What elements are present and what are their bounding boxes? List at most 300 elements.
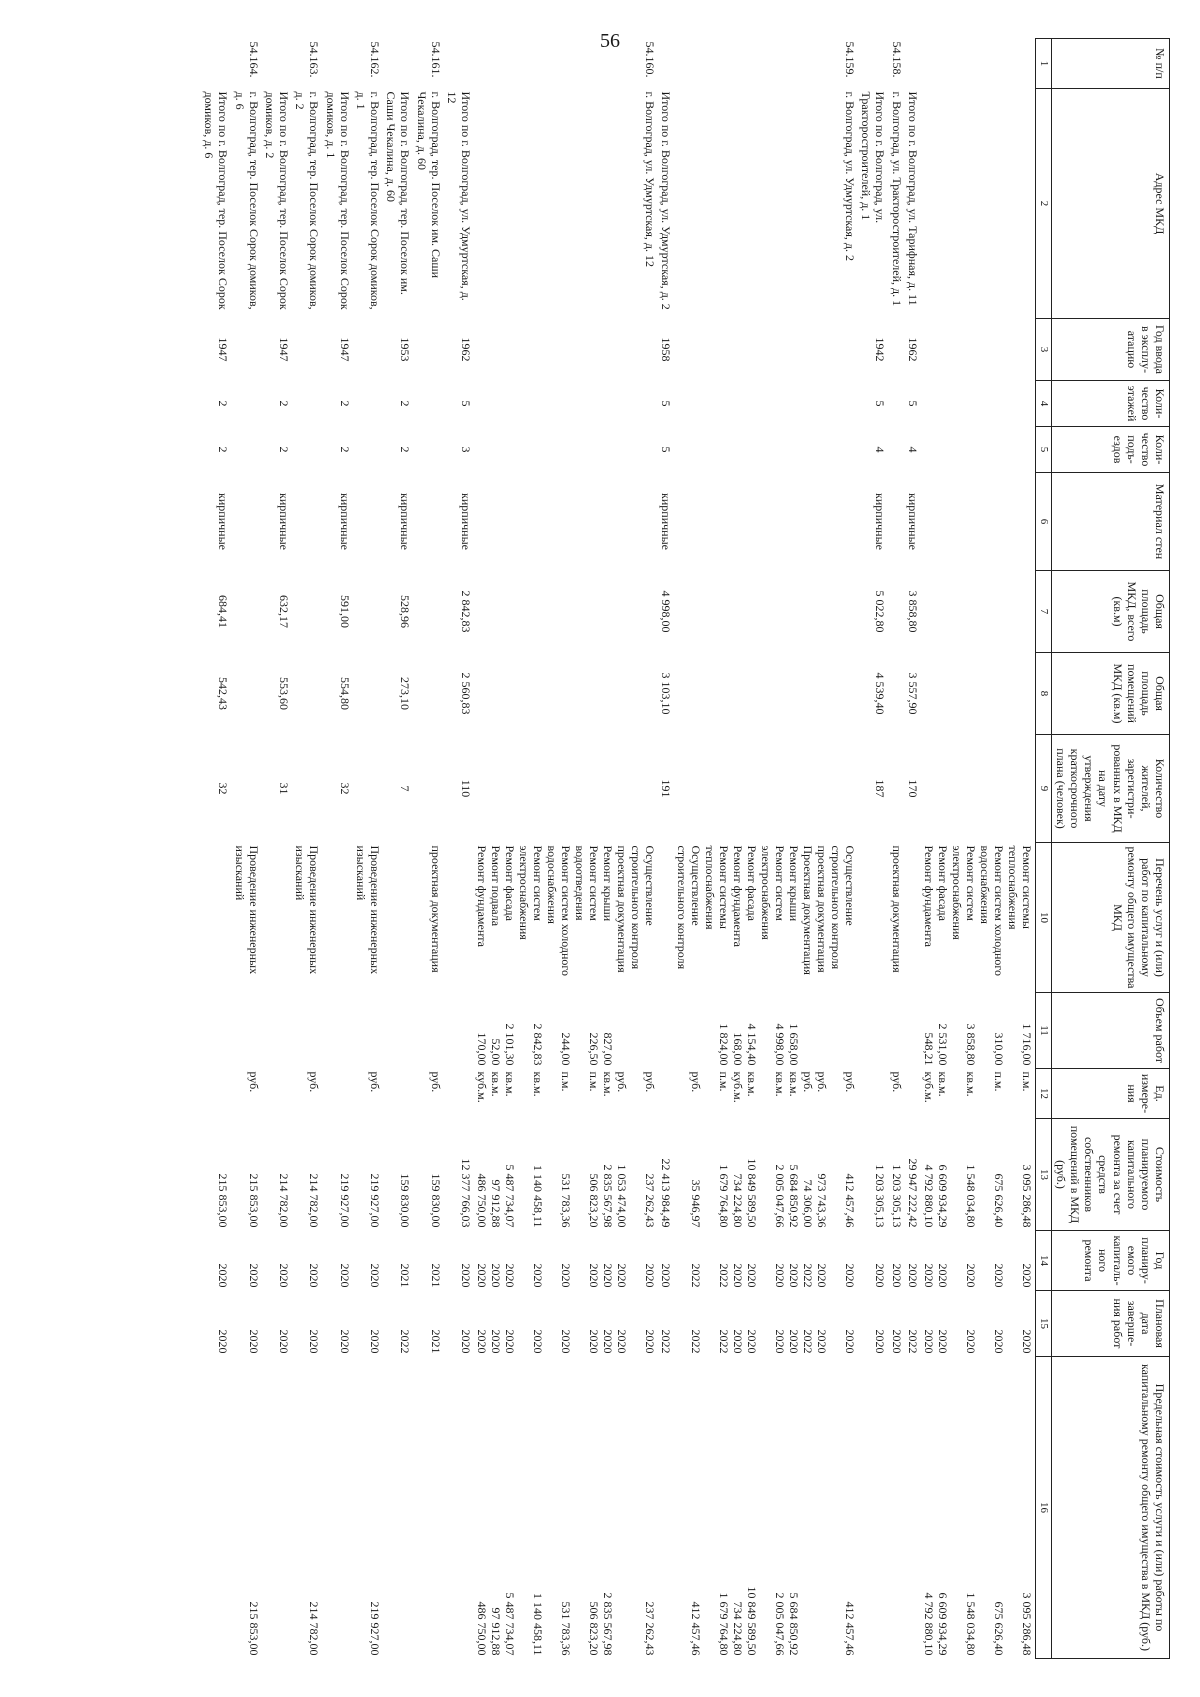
- residents-cell: 187: [873, 779, 888, 798]
- entrances-cell: 2: [337, 446, 352, 453]
- end-year-cell: [292, 1291, 322, 1357]
- work-line: п.м.: [1019, 1071, 1034, 1092]
- work-cost-cell: [322, 1119, 352, 1231]
- work-line: 2022: [398, 1329, 413, 1354]
- work-line: 2020: [921, 1263, 936, 1288]
- work-volume-cell: [858, 993, 888, 1069]
- work-cost-cell: [858, 1119, 888, 1231]
- work-cost-cell: [232, 1119, 262, 1231]
- work-cost-cell: [201, 1119, 231, 1231]
- rotated-table-container: [25, 38, 1170, 1658]
- wall-material-cell: кирпичные: [398, 493, 413, 550]
- work-line: 5 487 734,07: [503, 1592, 517, 1656]
- year-cell: [353, 319, 383, 381]
- work-line: 2020: [843, 1263, 858, 1288]
- max-cost-cell: [658, 1357, 674, 1659]
- end-year-cell: [383, 1291, 413, 1357]
- work-name-cell: [232, 843, 262, 993]
- total-area-cell: 4 998,00: [659, 590, 674, 633]
- work-line: [398, 1360, 412, 1656]
- work-line: руб.: [843, 1071, 858, 1093]
- work-name-cell: [262, 843, 292, 993]
- floors-cell: [921, 381, 1036, 427]
- work-line: 2 835 567,98: [601, 1592, 615, 1656]
- floors-cell: 5: [659, 400, 674, 407]
- total-area-cell: [674, 571, 858, 653]
- work-line: [459, 846, 473, 990]
- work-volume-cell: [292, 993, 322, 1069]
- work-volume-cell: [888, 993, 904, 1069]
- work-line: Осуществление строительного контроля: [628, 845, 657, 970]
- address-cell: Итого по г. Волгоград, ул. Тракторостроителей, д. 1: [859, 91, 888, 224]
- work-line: Проектная документация: [801, 845, 816, 975]
- work-line: 3 858,80: [963, 1023, 978, 1066]
- floors-cell: [474, 381, 658, 427]
- work-line: 734 224,80: [731, 1173, 746, 1228]
- work-line: 2020: [531, 1263, 545, 1288]
- table-row: [232, 39, 262, 1659]
- work-line: 2020: [815, 1329, 830, 1354]
- work-line: 97 912,88: [489, 1607, 503, 1656]
- address-cell: [921, 89, 1036, 319]
- address-cell: Итого по г. Волгоград, тер. Поселок им. Саши Чекалина, д. 60: [384, 91, 413, 295]
- column-number: 14: [1035, 1231, 1051, 1291]
- work-line: 2020: [773, 1263, 788, 1288]
- work-line: 2020: [963, 1263, 978, 1288]
- entrances-cell: 3: [459, 446, 473, 453]
- wall-material-cell: [888, 473, 904, 571]
- year-cell: 1958: [659, 337, 674, 362]
- work-line: руб.: [815, 1071, 830, 1093]
- work-line: кв.м.: [773, 1071, 788, 1097]
- year-cell: 1947: [277, 337, 292, 362]
- work-line: 2020: [337, 1263, 352, 1288]
- work-line: [354, 996, 382, 1066]
- column-number: 6: [1035, 473, 1051, 571]
- work-line: 2020: [873, 1329, 888, 1354]
- work-volume-cell: [921, 993, 1036, 1069]
- work-line: 237 262,43: [643, 1601, 657, 1656]
- max-cost-cell: [674, 1357, 858, 1659]
- column-number: 3: [1035, 319, 1051, 381]
- planned-year-cell: [322, 1231, 352, 1291]
- planned-year-cell: [921, 1231, 1036, 1291]
- work-line: [615, 1360, 629, 1656]
- planned-year-cell: [905, 1231, 921, 1291]
- work-line: руб.: [368, 1071, 383, 1093]
- residents-cell: [232, 735, 262, 843]
- work-line: [873, 846, 887, 990]
- work-line: 214 782,00: [277, 1173, 292, 1228]
- work-line: 1 203 305,13: [889, 1164, 904, 1228]
- entrances-cell: [888, 427, 904, 473]
- table-row: [292, 39, 322, 1659]
- work-line: [615, 996, 629, 1066]
- column-number: 4: [1035, 381, 1051, 427]
- work-line: 2020: [368, 1329, 383, 1354]
- work-volume-cell: [353, 993, 383, 1069]
- work-line: 214 782,00: [307, 1173, 322, 1228]
- column-number: 15: [1035, 1291, 1051, 1357]
- address-cell: г. Волгоград, ул. Удмуртская, д. 12: [643, 91, 657, 268]
- work-line: 2020: [307, 1329, 322, 1354]
- table-row: [322, 39, 352, 1659]
- work-line: [815, 1360, 829, 1656]
- work-line: 2020: [1019, 1329, 1034, 1354]
- work-line: Ремонт систем холодного водоснабжения: [977, 845, 1006, 977]
- residents-cell: 32: [337, 782, 352, 795]
- work-line: проектная документация: [428, 845, 443, 973]
- work-line: 2022: [801, 1263, 816, 1288]
- page-number: 56: [600, 30, 620, 52]
- work-line: 1 679 764,80: [717, 1164, 732, 1228]
- work-line: 2020: [905, 1263, 920, 1288]
- table-row: [201, 39, 231, 1659]
- max-cost-cell: [444, 1357, 474, 1659]
- work-line: 2020: [659, 1263, 674, 1288]
- work-line: 237 262,43: [643, 1173, 657, 1228]
- work-line: 168,00: [731, 1032, 746, 1066]
- work-line: 2022: [689, 1329, 704, 1354]
- work-line: Ремонт систем водоотведения: [572, 845, 601, 921]
- work-line: кв.м.: [503, 1071, 517, 1097]
- total-area-cell: [474, 571, 658, 653]
- year-cell: [674, 319, 858, 381]
- work-line: Проведение инженерных изысканий: [232, 845, 261, 975]
- work-line: п.м.: [559, 1071, 573, 1092]
- work-line: [338, 1072, 352, 1116]
- column-number: 10: [1035, 843, 1051, 993]
- total-area-cell: 632,17: [277, 595, 292, 628]
- work-line: руб.: [801, 1071, 816, 1093]
- address-cell: г. Волгоград, тер. Поселок Сорок домиков, д. 2: [293, 91, 322, 310]
- end-year-cell: [674, 1291, 858, 1357]
- work-cost-cell: [292, 1119, 322, 1231]
- address-cell: Итого по г. Волгоград, ул. Удмуртская, д. 2: [659, 91, 674, 310]
- work-line: [459, 996, 473, 1066]
- work-cost-cell: [905, 1119, 921, 1231]
- planned-year-cell: [262, 1231, 292, 1291]
- work-line: 4 792 880,10: [921, 1164, 936, 1228]
- work-line: [459, 1360, 473, 1656]
- wall-material-cell: кирпичные: [216, 493, 231, 550]
- work-line: Проведение инженерных изысканий: [353, 845, 383, 975]
- work-line: 2020: [745, 1329, 760, 1354]
- work-name-cell: [292, 843, 322, 993]
- table-row: [444, 39, 474, 1659]
- work-line: [873, 996, 887, 1066]
- work-line: Ремонт подвала: [489, 845, 503, 927]
- column-header: Количество жителей, зарегистри-рованных в МКД на дату утверждения краткосрочного плана (человек): [1051, 735, 1169, 843]
- work-line: 10 849 589,50: [745, 1158, 760, 1228]
- wall-material-cell: кирпичные: [337, 493, 352, 550]
- work-cost-cell: [413, 1119, 443, 1231]
- work-line: 2020: [731, 1329, 746, 1354]
- work-line: 2020: [815, 1263, 830, 1288]
- work-line: проектная документация: [889, 845, 904, 973]
- planned-year-cell: [474, 1231, 658, 1291]
- work-line: 675 626,40: [991, 1173, 1006, 1228]
- row-number-cell: 54.160.: [643, 41, 657, 78]
- work-line: 4 154,40: [745, 1023, 760, 1066]
- work-name-cell: [322, 843, 352, 993]
- column-number: 2: [1035, 89, 1051, 319]
- work-line: руб.: [689, 1071, 704, 1093]
- premises-area-cell: [353, 653, 383, 735]
- end-year-cell: [444, 1291, 474, 1357]
- work-name-cell: [444, 843, 474, 993]
- work-line: 2020: [873, 1263, 888, 1288]
- work-line: 2020: [246, 1329, 261, 1354]
- floors-cell: [292, 381, 322, 427]
- planned-year-cell: [292, 1231, 322, 1291]
- work-line: 6 609 934,29: [935, 1592, 950, 1656]
- work-line: [873, 1360, 887, 1656]
- work-line: 6 609 934,29: [935, 1164, 950, 1228]
- work-line: [659, 846, 673, 990]
- row-number-cell: 54.159.: [843, 41, 858, 78]
- work-line: 1 716,00: [1019, 1023, 1034, 1066]
- work-line: 1 824,00: [717, 1023, 732, 1066]
- year-cell: 1947: [216, 337, 231, 362]
- work-line: 1 203 305,13: [873, 1164, 888, 1228]
- work-line: Ремонт фасада: [745, 845, 760, 921]
- table-header: [1035, 39, 1169, 1659]
- work-line: [233, 996, 261, 1066]
- work-line: 4 792 880,10: [921, 1592, 936, 1656]
- work-line: 2020: [459, 1329, 473, 1354]
- table-row: [353, 39, 383, 1659]
- premises-area-cell: 4 539,40: [873, 672, 888, 715]
- end-year-cell: [262, 1291, 292, 1357]
- work-line: 531 783,36: [559, 1173, 573, 1228]
- work-line: 2020: [277, 1329, 292, 1354]
- work-name-cell: [413, 843, 443, 993]
- end-year-cell: [921, 1291, 1036, 1357]
- work-line: 5 684 850,92: [787, 1164, 802, 1228]
- work-line: [675, 996, 703, 1066]
- work-line: [338, 846, 352, 990]
- repair-plan-table: [201, 38, 1170, 1659]
- work-line: [659, 996, 673, 1066]
- end-year-cell: [858, 1291, 888, 1357]
- column-number: 12: [1035, 1069, 1051, 1119]
- residents-cell: [353, 735, 383, 843]
- residents-cell: [474, 735, 658, 843]
- work-line: Ремонт крыши: [601, 845, 615, 922]
- work-line: 3 095 286,48: [1019, 1592, 1034, 1656]
- floors-cell: 2: [398, 400, 413, 407]
- work-line: 1 140 458,11: [531, 1592, 545, 1656]
- address-cell: Итого по г. Волгоград, ул. Тарифная, д. 11: [905, 91, 920, 306]
- work-unit-cell: [413, 1069, 443, 1119]
- work-name-cell: [674, 843, 858, 993]
- row-number-cell: 54.164.: [246, 41, 261, 78]
- premises-area-cell: 3 557,90: [905, 672, 920, 715]
- work-unit-cell: [262, 1069, 292, 1119]
- end-year-cell: [322, 1291, 352, 1357]
- work-line: Ремонт фундамента: [921, 845, 936, 947]
- work-line: 159 830,00: [398, 1173, 413, 1228]
- work-line: 2020: [489, 1329, 503, 1354]
- work-line: 2020: [587, 1263, 601, 1288]
- work-line: 2 005 047,66: [773, 1592, 788, 1656]
- residents-cell: [413, 735, 443, 843]
- work-line: 226,50: [587, 1032, 601, 1066]
- table-row: [921, 39, 1036, 1659]
- address-cell: Итого по г. Волгоград, тер. Поселок Сорок домиков, д. 2: [262, 91, 292, 310]
- planned-year-cell: [658, 1231, 674, 1291]
- work-line: [338, 1360, 352, 1656]
- work-line: [338, 996, 352, 1066]
- work-line: кв.м.: [745, 1071, 760, 1097]
- year-cell: [292, 319, 322, 381]
- work-unit-cell: [353, 1069, 383, 1119]
- work-unit-cell: [921, 1069, 1036, 1119]
- total-area-cell: 684,41: [216, 595, 231, 628]
- column-number: 16: [1035, 1357, 1051, 1659]
- work-line: 2022: [801, 1329, 816, 1354]
- column-header: Год планиру-емого капиталь-ного ремонта: [1051, 1231, 1169, 1291]
- floors-cell: 5: [459, 400, 473, 407]
- work-line: Ремонт систем холодного водоснабжения: [544, 845, 573, 977]
- work-line: 827,00: [601, 1032, 615, 1066]
- premises-area-cell: 273,10: [398, 677, 413, 710]
- total-area-cell: 591,00: [337, 595, 352, 628]
- residents-cell: [292, 735, 322, 843]
- entrances-cell: [474, 427, 658, 473]
- work-line: [815, 996, 829, 1066]
- work-cost-cell: [262, 1119, 292, 1231]
- row-number-cell: [858, 39, 888, 89]
- work-line: куб.м.: [731, 1071, 746, 1103]
- work-line: 2020: [991, 1263, 1006, 1288]
- column-number: 1: [1035, 39, 1051, 89]
- column-header: Материал стен: [1051, 473, 1169, 571]
- wall-material-cell: кирпичные: [659, 493, 674, 550]
- work-line: 506 823,20: [587, 1173, 601, 1228]
- column-header: Коли-чество этажей: [1051, 381, 1169, 427]
- work-cost-cell: [921, 1119, 1036, 1231]
- work-line: руб.: [307, 1071, 322, 1093]
- work-line: [277, 1072, 291, 1116]
- address-cell: г. Волгоград, тер. Поселок им. Саши Чекалина, д. 60: [414, 91, 443, 279]
- work-line: кв.м.: [531, 1071, 545, 1097]
- work-line: 2022: [905, 1329, 920, 1354]
- work-line: 2020: [559, 1263, 573, 1288]
- premises-area-cell: 2 560,83: [459, 672, 473, 715]
- work-line: 52,00: [489, 1038, 503, 1066]
- year-cell: 1962: [459, 337, 473, 362]
- work-line: 2 101,30: [503, 1023, 517, 1066]
- work-line: 2020: [773, 1329, 788, 1354]
- year-cell: 1947: [337, 337, 352, 362]
- max-cost-cell: [262, 1357, 292, 1659]
- table-row: [383, 39, 413, 1659]
- planned-year-cell: [353, 1231, 383, 1291]
- year-cell: 1962: [905, 337, 920, 362]
- year-cell: [474, 319, 658, 381]
- wall-material-cell: кирпичные: [905, 493, 920, 550]
- work-line: 412 457,46: [843, 1601, 858, 1656]
- work-line: 2020: [587, 1329, 601, 1354]
- work-line: [293, 996, 321, 1066]
- work-line: 2020: [368, 1263, 383, 1288]
- work-line: 244,00: [559, 1032, 573, 1066]
- total-area-cell: [232, 571, 262, 653]
- wall-material-cell: кирпичные: [873, 493, 888, 550]
- work-line: проектная документация: [815, 845, 830, 973]
- work-name-cell: [474, 843, 658, 993]
- work-line: 2 005 047,66: [773, 1164, 788, 1228]
- entrances-cell: [921, 427, 1036, 473]
- premises-area-cell: [888, 653, 904, 735]
- entrances-cell: 4: [905, 446, 920, 453]
- work-line: 2020: [643, 1329, 657, 1354]
- address-cell: г. Волгоград, тер. Поселок Сорок домиков, д. 6: [232, 91, 261, 310]
- work-cost-cell: [383, 1119, 413, 1231]
- work-line: Осуществление строительного контроля: [675, 845, 704, 970]
- column-header: Год ввода в эксплу-атацию: [1051, 319, 1169, 381]
- premises-area-cell: 3 103,10: [659, 672, 674, 715]
- work-line: руб.: [428, 1071, 443, 1093]
- work-line: [277, 846, 291, 990]
- column-number: 13: [1035, 1119, 1051, 1231]
- end-year-cell: [658, 1291, 674, 1357]
- work-line: проектная документация: [615, 845, 629, 973]
- work-cost-cell: [888, 1119, 904, 1231]
- max-cost-cell: [858, 1357, 888, 1659]
- residents-cell: [888, 735, 904, 843]
- work-line: 2022: [659, 1329, 674, 1354]
- address-cell: г. Волгоград, тер. Поселок Сорок домиков, д. 1: [353, 91, 383, 310]
- premises-area-cell: [413, 653, 443, 735]
- floors-cell: 2: [337, 400, 352, 407]
- work-line: 310,00: [991, 1032, 1006, 1066]
- work-line: 506 823,20: [587, 1601, 601, 1656]
- max-cost-cell: [201, 1357, 231, 1659]
- work-unit-cell: [888, 1069, 904, 1119]
- work-line: [217, 1072, 231, 1116]
- work-cost-cell: [674, 1119, 858, 1231]
- planned-year-cell: [383, 1231, 413, 1291]
- total-area-cell: 528,96: [398, 595, 413, 628]
- table-row: [413, 39, 443, 1659]
- floors-cell: [232, 381, 262, 427]
- work-line: 2020: [277, 1263, 292, 1288]
- row-number-cell: [322, 39, 352, 89]
- floors-cell: 2: [277, 400, 292, 407]
- premises-area-cell: [232, 653, 262, 735]
- floors-cell: [353, 381, 383, 427]
- work-line: Ремонт систем электроснабжения: [949, 845, 978, 940]
- work-line: 2020: [889, 1329, 904, 1354]
- work-line: 2020: [307, 1263, 322, 1288]
- work-line: 97 912,88: [489, 1179, 503, 1228]
- work-name-cell: [921, 843, 1036, 993]
- column-number: 5: [1035, 427, 1051, 473]
- max-cost-cell: [888, 1357, 904, 1659]
- work-volume-cell: [262, 993, 292, 1069]
- work-unit-cell: [292, 1069, 322, 1119]
- work-line: [398, 996, 412, 1066]
- planned-year-cell: [201, 1231, 231, 1291]
- entrances-cell: 2: [216, 446, 231, 453]
- work-volume-cell: [413, 993, 443, 1069]
- work-unit-cell: [905, 1069, 921, 1119]
- max-cost-cell: [474, 1357, 658, 1659]
- work-line: 2020: [216, 1329, 231, 1354]
